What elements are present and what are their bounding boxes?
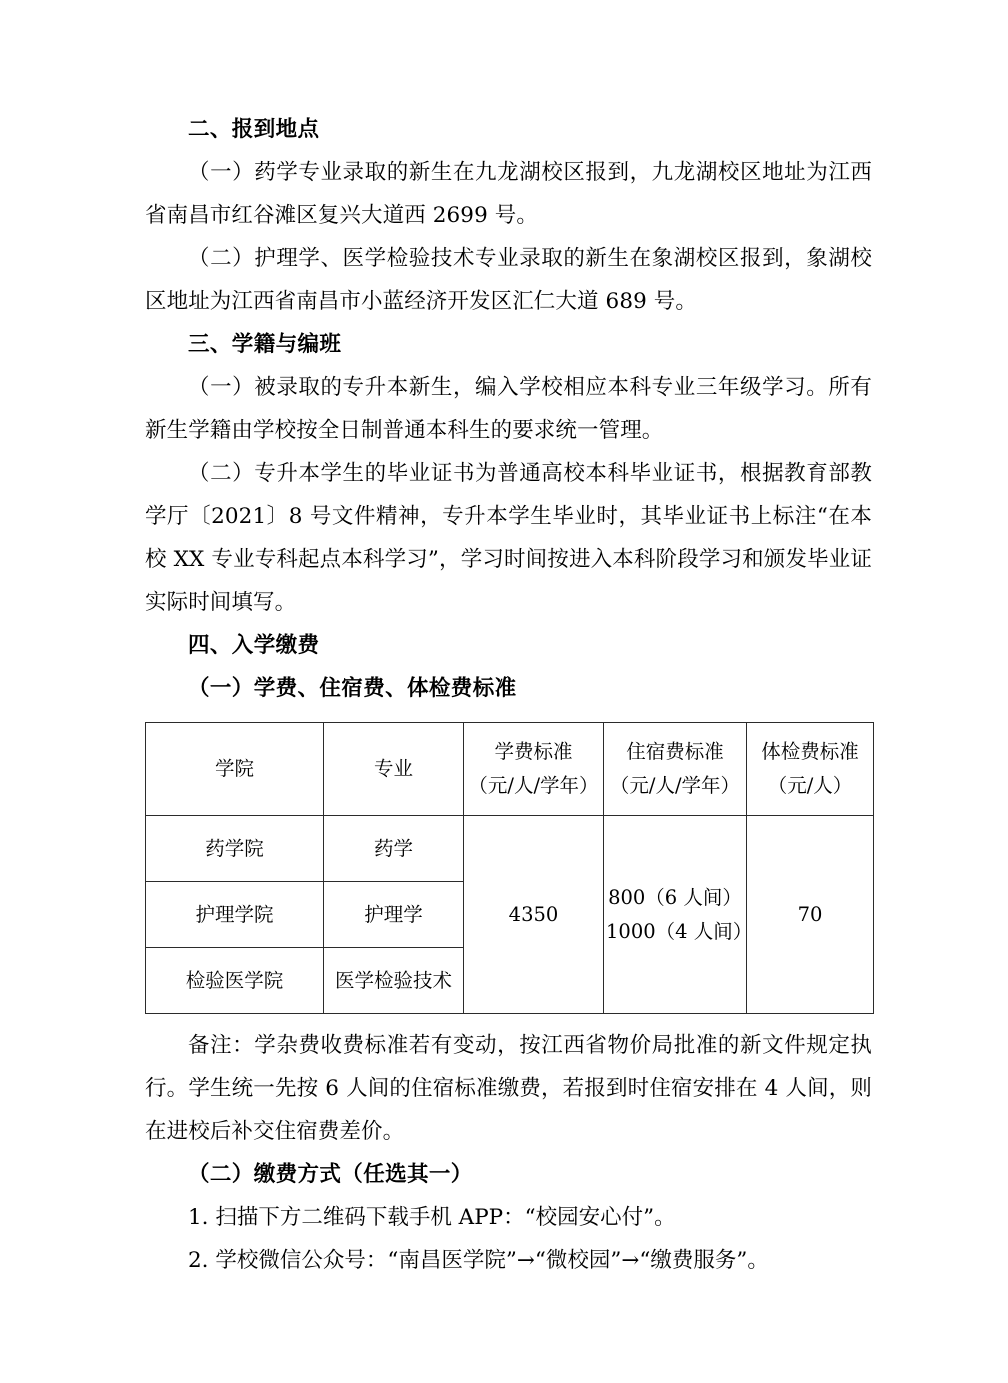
- payment-method-item-1: 1. 扫描下方二维码下载手机 APP：“校园安心付”。: [188, 1205, 676, 1230]
- fee-standards-table: [145, 722, 874, 1014]
- dormitory-rate-6person: 800（6 人间）: [608, 885, 742, 909]
- section-heading-2: 二、报到地点: [188, 117, 320, 142]
- payment-method-item-2: 2. 学校微信公众号：“南昌医学院”→“微校园”→“缴费服务”。: [188, 1248, 769, 1273]
- cell-dormitory-value: [604, 816, 753, 1014]
- cell-major-3: 医学检验技术: [324, 948, 464, 1014]
- cell-tuition-value: 4350: [464, 816, 604, 1014]
- cell-major-2: 护理学: [324, 882, 464, 948]
- cell-college-2: 护理学院: [146, 882, 324, 948]
- header-cell-major: [324, 723, 464, 816]
- section-heading-4: 四、入学缴费: [188, 633, 320, 658]
- header-cell-tuition: [464, 723, 604, 816]
- header-cell-college: [146, 723, 324, 816]
- subheading-payment-methods: （二）缴费方式（任选其一）: [188, 1162, 473, 1187]
- fee-table-container: [145, 722, 872, 1014]
- section-2-paragraph-2: （二）护理学、医学检验技术专业录取的新生在象湖校区报到，象湖校区地址为江西省南昌市小蓝经济开发区汇仁大道 689 号。: [145, 246, 872, 314]
- subheading-fee-standards: （一）学费、住宿费、体检费标准: [188, 676, 517, 701]
- section-3-paragraph-1: （一）被录取的专升本新生，编入学校相应本科专业三年级学习。所有新生学籍由学校按全日制普通本科生的要求统一管理。: [145, 375, 872, 443]
- header-tuition-line1: 学费标准: [494, 740, 573, 763]
- header-cell-dormitory: [604, 723, 747, 816]
- cell-college-3: 检验医学院: [146, 948, 324, 1014]
- header-college-line1: 学院: [214, 757, 254, 780]
- cell-medical-value: 70: [747, 816, 874, 1014]
- section-heading-3: 三、学籍与编班: [188, 332, 342, 357]
- header-medical-line1: 体检费标准: [761, 740, 859, 763]
- header-cell-medical: [747, 723, 874, 816]
- section-2-paragraph-1: （一）药学专业录取的新生在九龙湖校区报到，九龙湖校区地址为江西省南昌市红谷滩区复兴大道西 2699 号。: [145, 160, 872, 228]
- table-row: [146, 816, 874, 882]
- fee-table-remark: 备注：学杂费收费标准若有变动，按江西省物价局批准的新文件规定执行。学生统一先按 6 人间的住宿标准缴费，若报到时住宿安排在 4 人间，则在进校后补交住宿费差价。: [145, 1033, 872, 1144]
- header-major-line1: 专业: [373, 757, 413, 780]
- cell-major-1: 药学: [324, 816, 464, 882]
- header-tuition-line2: （元/人/学年）: [468, 774, 599, 797]
- header-dormitory-line2: （元/人/学年）: [609, 774, 741, 797]
- dormitory-rate-4person: 1000（4 人间）: [606, 919, 753, 943]
- section-3-paragraph-2: （二）专升本学生的毕业证书为普通高校本科毕业证书，根据教育部教学厅〔2021〕8 号文件精神，专升本学生毕业时，其毕业证书上标注“在本校 XX 专业专科起点本科学习”，学习时间按进入本科阶段学习和颁发毕业证实际时间填写。: [145, 461, 872, 615]
- header-medical-line2: （元/人）: [767, 774, 853, 797]
- cell-college-1: 药学院: [146, 816, 324, 882]
- header-dormitory-line1: 住宿费标准: [626, 740, 724, 763]
- table-header-row: [146, 723, 874, 816]
